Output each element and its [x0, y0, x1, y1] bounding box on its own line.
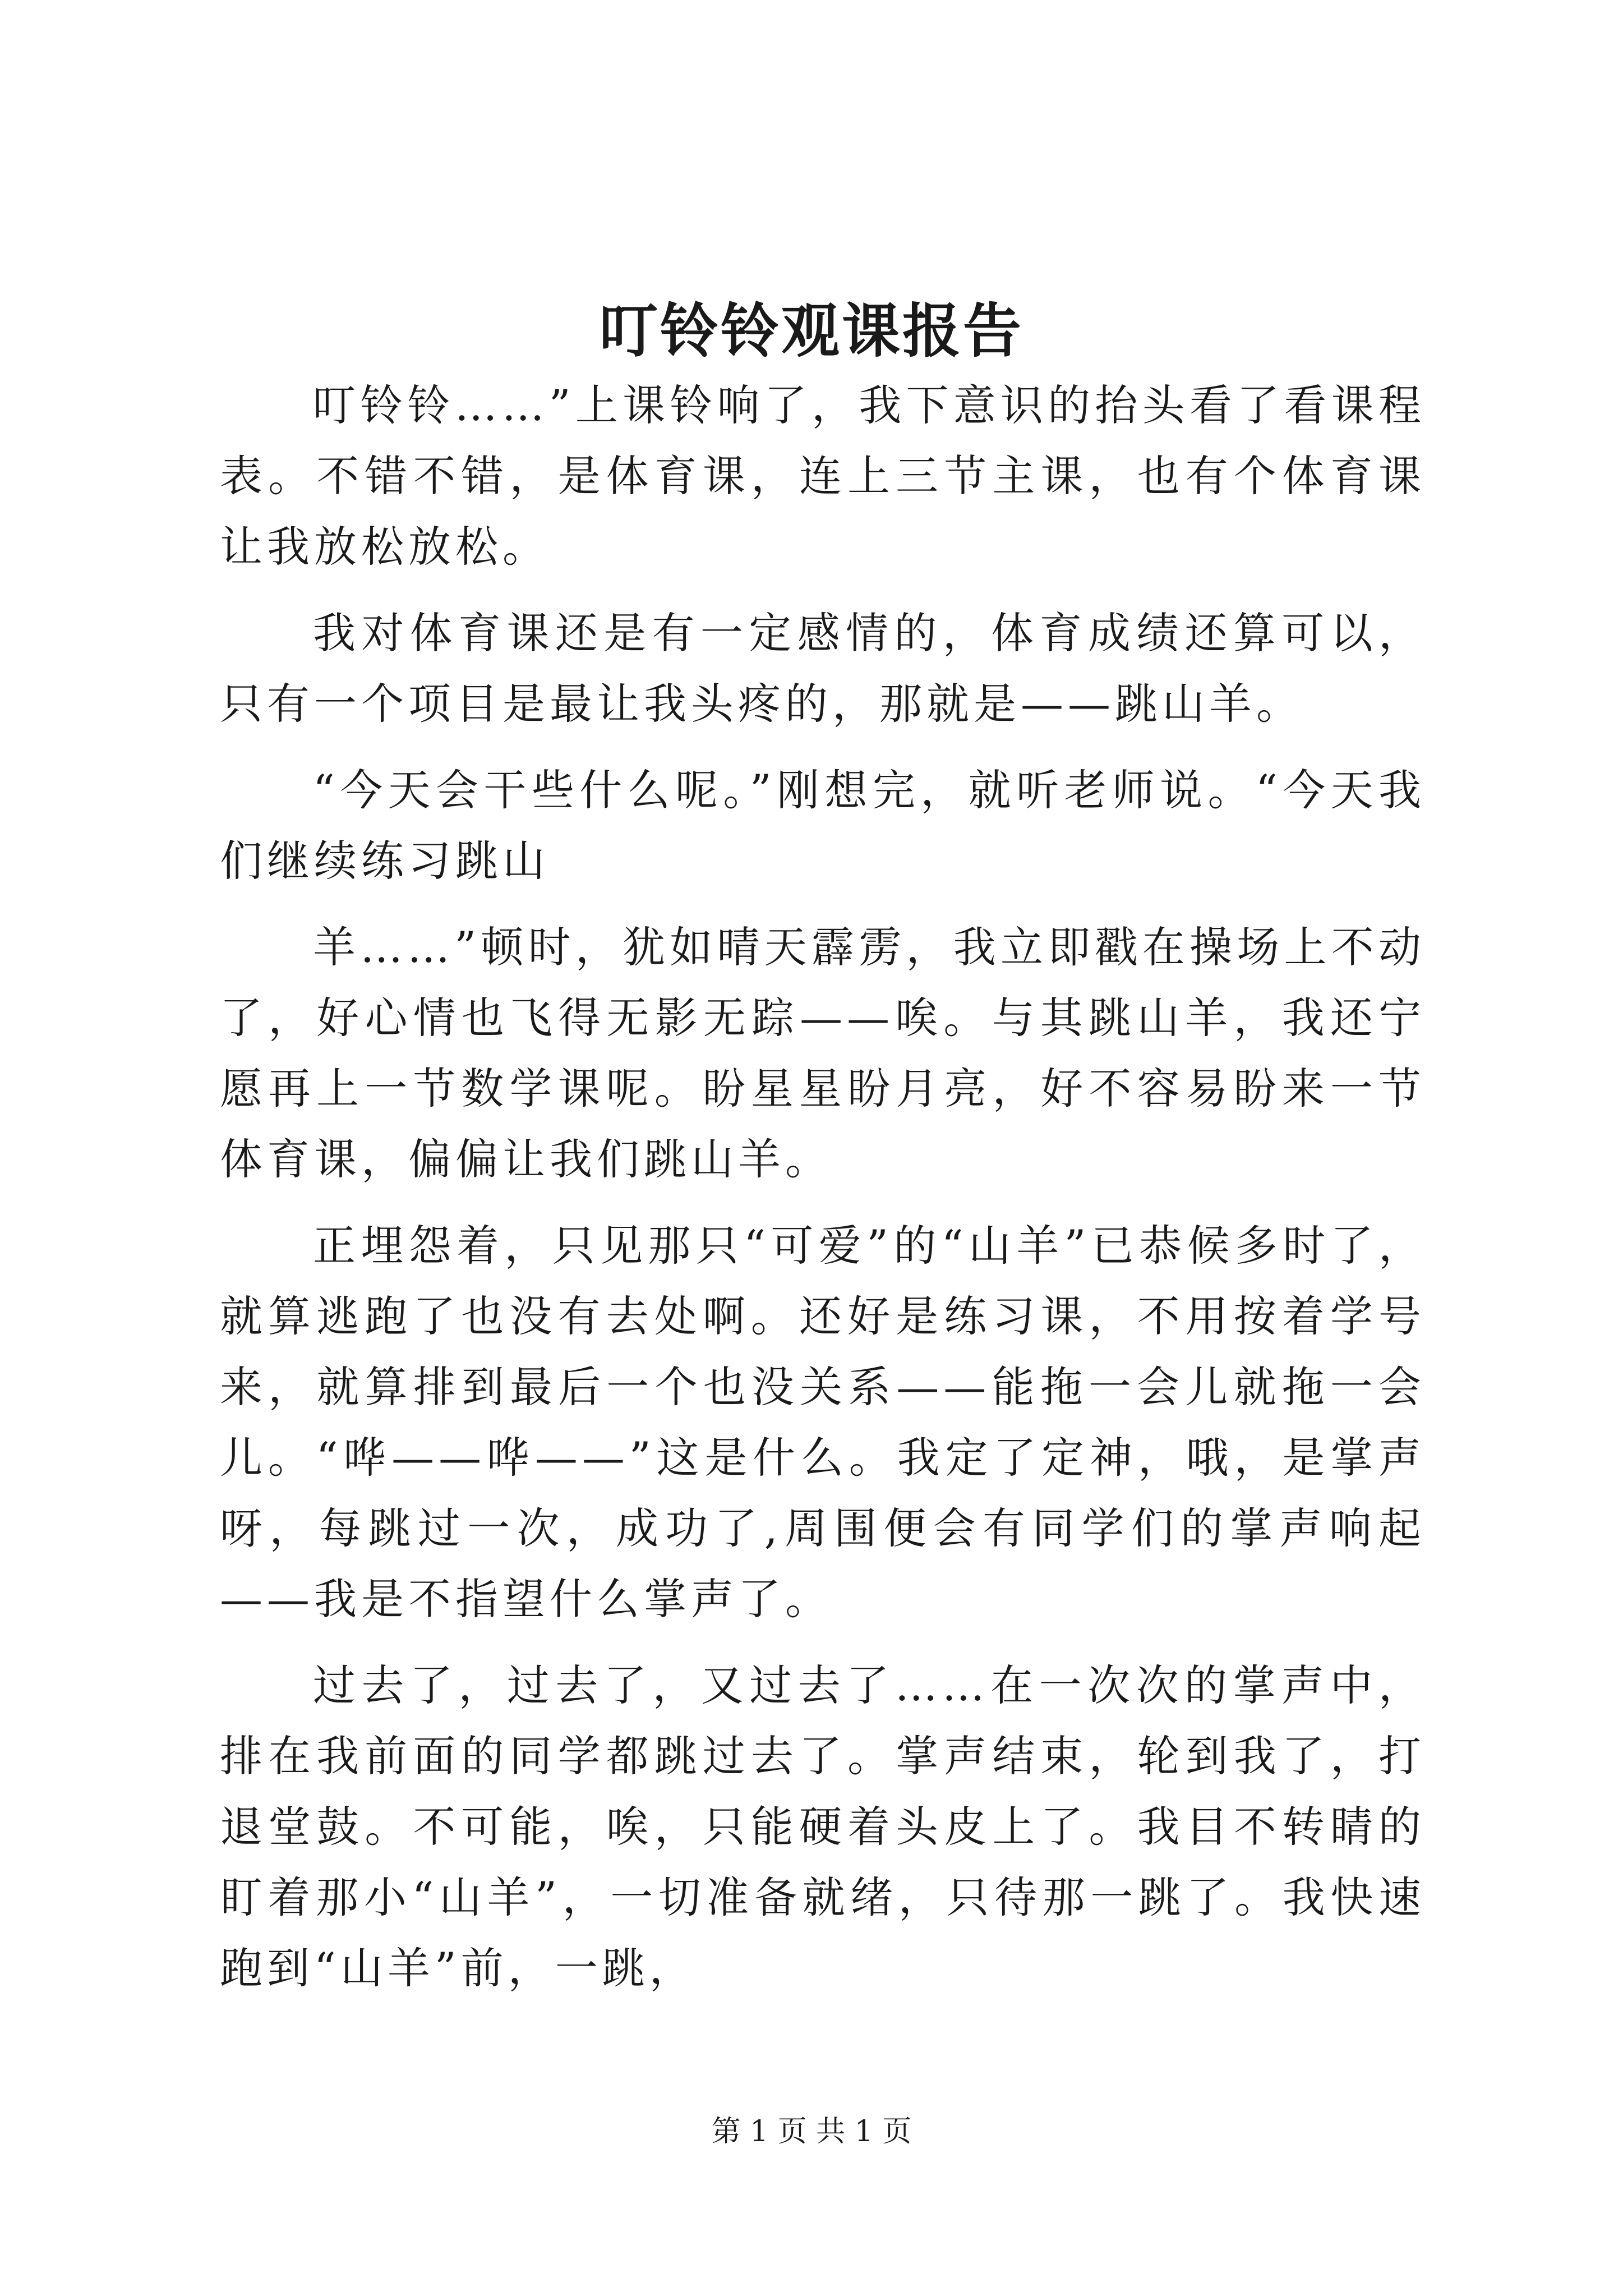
paragraph: 羊……”顿时，犹如晴天霹雳，我立即戳在操场上不动了，好心情也飞得无影无踪——唉。与其跳山羊，我还宁愿再上一节数学课呢。盼星星盼月亮，好不容易盼来一节体育课，偏偏让我们跳山羊。 — [220, 922, 1426, 1184]
paragraph: 过去了，过去了，又过去了……在一次次的掌声中，排在我前面的同学都跳过去了。掌声结束，轮到我了，打退堂鼓。不可能，唉，只能硬着头皮上了。我目不转睛的盯着那小“山羊”，一切准备就绪，只待那一跳了。我快速跑到“山羊”前，一跳， — [220, 1660, 1426, 1993]
paragraph: 叮铃铃……”上课铃响了，我下意识的抬头看了看课程表。不错不错，是体育课，连上三节主课，也有个体育课让我放松放松。 — [220, 380, 1426, 572]
document-body — [220, 370, 1426, 2019]
page-footer: 第 1 页 共 1 页 — [711, 2115, 912, 2148]
paragraph: 正埋怨着，只见那只“可爱”的“山羊”已恭候多时了，就算逃跑了也没有去处啊。还好是练习课，不用按着学号来，就算排到最后一个也没关系——能拖一会儿就拖一会儿。“哗——哗——”这是什么。我定了定神，哦，是掌声呀，每跳过一次，成功了,周围便会有同学们的掌声响起——我是不指望什么掌声了。 — [220, 1221, 1426, 1624]
paragraph: 我对体育课还是有一定感情的，体育成绩还算可以，只有一个项目是最让我头疼的，那就是——跳山羊。 — [220, 608, 1426, 729]
paragraph: “今天会干些什么呢。”刚想完，就听老师说。“今天我们继续练习跳山 — [220, 765, 1426, 886]
document-title: 叮铃铃观课报告 — [599, 296, 1023, 365]
